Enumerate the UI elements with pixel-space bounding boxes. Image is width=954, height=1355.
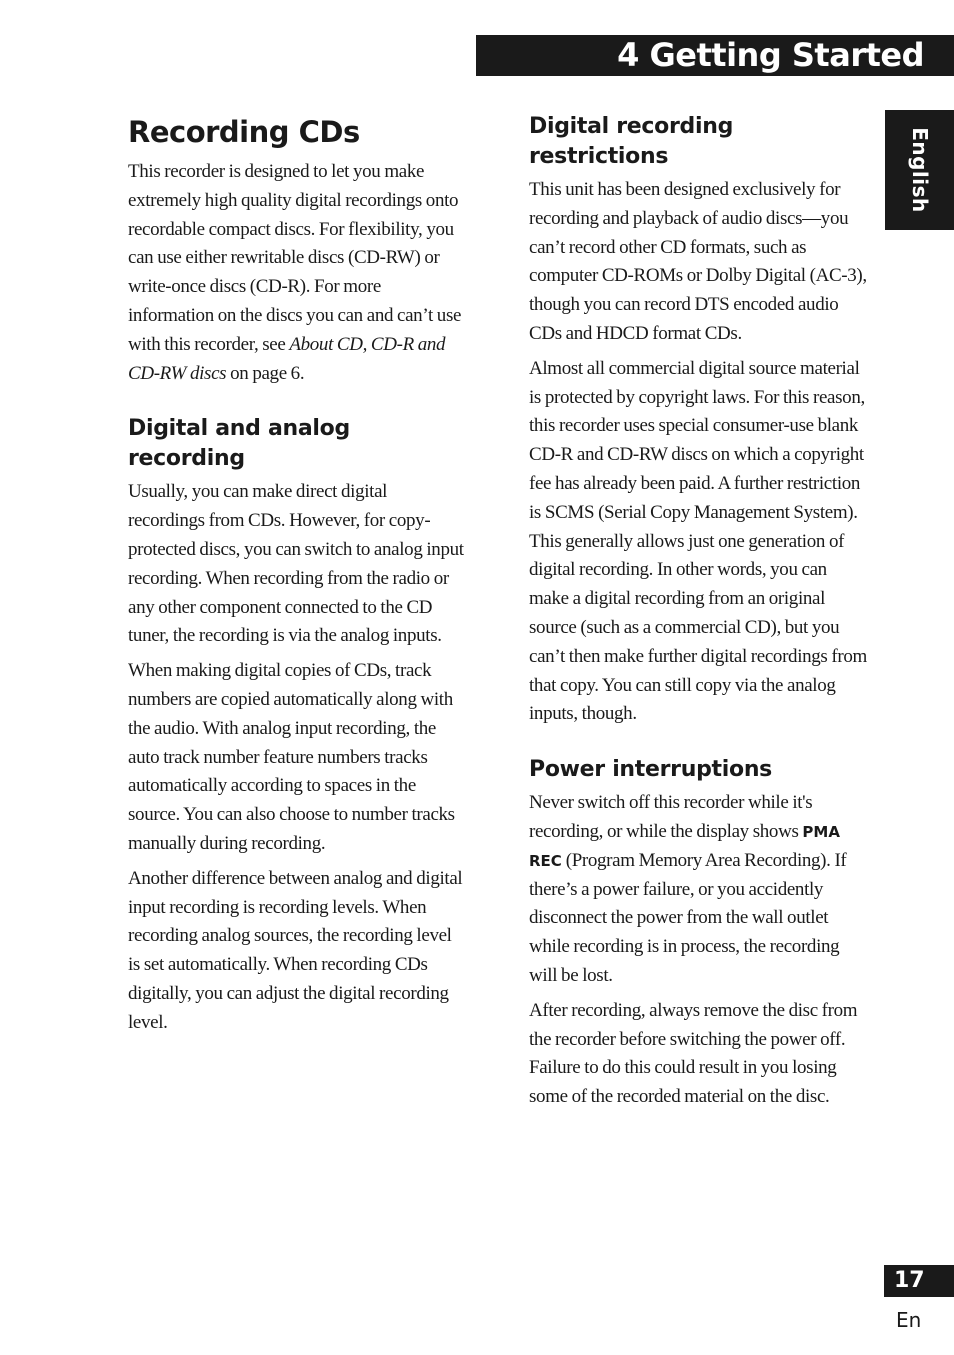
page-language-code: En	[896, 1308, 922, 1332]
paragraph: After recording, always remove the disc from the recorder before switching the power off. Failure to do this could result in you losing some of the recorded material on the disc.	[529, 999, 858, 1108]
power-text-end: (Program Memory Area Recording). If there’s a power failure, or you accidently disconnect the power from the wall outlet while recording is in process, the recording will be lost.	[529, 849, 847, 986]
section-heading-restrictions: Digital recording restrictions	[529, 114, 734, 169]
power-text: Never switch off this recorder while it's recording, or while the display shows	[529, 792, 813, 842]
intro-text: This recorder is designed to let you make extremely high quality digital recordings onto recordable compact discs. For flexibility, you can use either rewritable discs (CD-RW) or write-once discs (CD-R). For more information on the discs you can and can’t use with this recorder, see	[128, 161, 462, 355]
page-number: 17	[884, 1265, 954, 1297]
section-heading-digital-analog: Digital and analog recording	[128, 416, 350, 472]
paragraph: Almost all commercial digital source material is protected by copyright laws. For this reason, this recorder uses special consumer-use blank CD-R and CD-RW discs on which a copyright fee has already been paid. A further restriction is SCMS (Serial Copy Management System). This generally allows just one generation of digital recording. In other words, you can make a digital recording from an original source (such as a commercial CD), but you can’t then make further digital recordings from that copy. You can still copy via the analog inputs, though.	[529, 357, 867, 725]
language-tab	[885, 110, 954, 230]
paragraph: When making digital copies of CDs, track numbers are copied automatically along with the audio. With analog input recording, the auto track number feature numbers tracks automatically according to spaces in the source. You can also choose to number tracks manually during recording.	[128, 660, 455, 854]
right-column	[529, 112, 867, 1118]
intro-paragraph	[128, 158, 466, 388]
section-heading-power: Power interruptions	[529, 757, 772, 783]
language-tab-label: English	[907, 127, 932, 213]
paragraph: Another difference between analog and digital input recording is recording levels. When recording analog sources, the recording level is set automatically. When recording CDs digitally, you can adjust the digital recording level.	[128, 867, 463, 1033]
page-title: Recording CDs	[128, 115, 360, 149]
left-column	[128, 112, 466, 1044]
display-indicator-pma-rec: PMA REC	[529, 822, 840, 870]
chapter-header: 4 Getting Started	[476, 35, 954, 76]
intro-reference: About CD, CD-R and CD-RW discs	[128, 333, 446, 384]
intro-text-end: on page 6.	[226, 362, 305, 384]
paragraph	[529, 789, 867, 991]
paragraph: This unit has been designed exclusively for recording and playback of audio discs—you can’t record other CD formats, such as computer CD-ROMs or Dolby Digital (AC-3), though you can record DTS encoded audio CDs and HDCD format CDs.	[529, 179, 867, 344]
paragraph: Usually, you can make direct digital recordings from CDs. However, for copy-protected discs, you can switch to analog input recording. When recording from the radio or any other component connected to the CD tuner, the recording is via the analog inputs.	[128, 481, 464, 647]
